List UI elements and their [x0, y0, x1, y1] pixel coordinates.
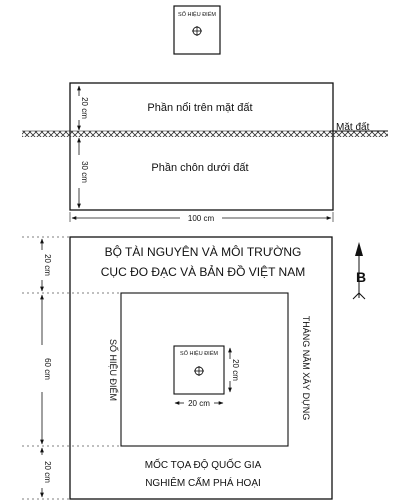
plan-header-line1: BỘ TÀI NGUYÊN VÀ MÔI TRƯỜNG: [104, 245, 302, 259]
right-vertical-label: THÁNG NĂM XÂY DỰNG: [301, 315, 311, 421]
ground-hatch: [22, 131, 388, 137]
inner-dim-horizontal-label: 20 cm: [188, 399, 210, 408]
top-marker-label: SỐ HIỆU ĐIỂM: [178, 12, 216, 18]
ground-label: Mặt đất: [336, 122, 370, 133]
plan-view: [22, 237, 366, 499]
below-ground-label: Phần chôn dưới đất: [151, 162, 249, 174]
plan-footer-line2: NGHIÊM CẤM PHÁ HOẠI: [145, 478, 261, 489]
inner-dim-vertical-label: 20 cm: [231, 359, 240, 381]
plan-dim-bottom-label: 20 cm: [43, 461, 52, 483]
left-vertical-label: SỐ HIỆU ĐIỂM: [108, 338, 118, 402]
north-letter: B: [355, 269, 367, 285]
dim-width-label: 100 cm: [187, 214, 215, 223]
elevation-view: [22, 83, 388, 223]
plan-dim-middle-label: 60 cm: [43, 358, 52, 380]
top-marker: [174, 6, 220, 54]
above-ground-label: Phần nổi trên mặt đất: [147, 102, 253, 114]
dim-below-label: 30 cm: [80, 161, 89, 183]
plan-footer-line1: MỐC TỌA ĐỘ QUỐC GIA: [144, 460, 262, 471]
dim-above-label: 20 cm: [80, 97, 89, 119]
inner-marker-label: SỐ HIỆU ĐIỂM: [180, 351, 218, 357]
plan-dim-top-label: 20 cm: [43, 254, 52, 276]
plan-header-line2: CỤC ĐO ĐẠC VÀ BẢN ĐỒ VIỆT NAM: [100, 265, 306, 279]
